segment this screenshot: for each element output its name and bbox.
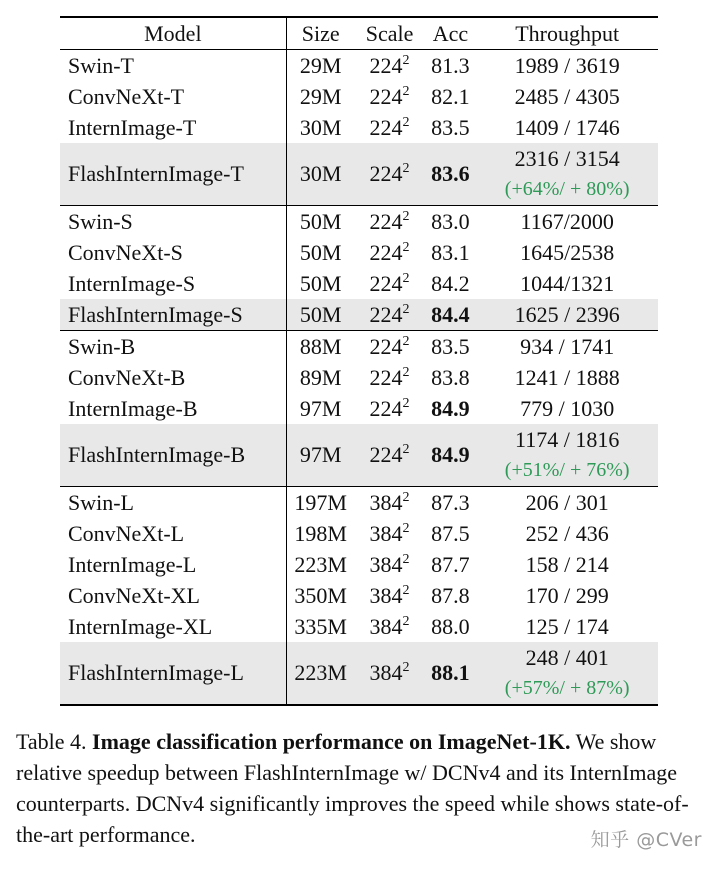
cell-size: 50M: [286, 299, 354, 331]
cell-scale: [355, 112, 425, 143]
cell-size: 223M: [286, 549, 354, 580]
speedup-gain: (+57%/ + 87%): [504, 677, 630, 699]
table-header: [60, 17, 658, 50]
table-row-highlight: [60, 299, 658, 331]
watermark: 知乎 @CVer: [590, 829, 702, 851]
cell-scale: [355, 268, 425, 299]
table-row: [60, 580, 658, 611]
scale-base: 384: [369, 490, 403, 515]
cell-size: 88M: [286, 331, 354, 363]
cell-model: ConvNeXt-B: [68, 365, 186, 390]
scale-exp: 2: [402, 490, 410, 505]
table-row-highlight: [60, 143, 658, 206]
scale-base: 224: [369, 240, 403, 265]
cell-size: 30M: [286, 112, 354, 143]
cell-acc: 83.5: [431, 334, 470, 359]
cell-model: ConvNeXt-XL: [68, 583, 200, 608]
cell-model: InternImage-L: [68, 552, 197, 577]
cell-scale: [355, 362, 425, 393]
cell-acc: 88.1: [424, 642, 476, 705]
cell-model: FlashInternImage-T: [60, 143, 286, 206]
cell-scale: [355, 299, 425, 331]
cell-throughput: 1409 / 1746: [514, 115, 620, 140]
cell-model: FlashInternImage-S: [60, 299, 286, 331]
scale-base: 384: [369, 660, 403, 685]
table-row: [60, 50, 658, 82]
cell-model: Swin-L: [68, 490, 134, 515]
cell-scale: [355, 237, 425, 268]
throughput-value: 1174 / 1816: [515, 427, 620, 452]
cell-throughput: 1645/2538: [520, 240, 615, 265]
cell-acc: 83.1: [431, 240, 470, 265]
cell-scale: [355, 393, 425, 424]
scale-exp: 2: [402, 521, 410, 536]
scale-base: 224: [369, 365, 403, 390]
scale-base: 384: [369, 614, 403, 639]
cell-acc: 84.9: [424, 424, 476, 487]
table-row: [60, 611, 658, 642]
results-table-container: [60, 16, 658, 706]
scale-exp: 2: [402, 271, 410, 286]
cell-acc: 83.0: [431, 209, 470, 234]
scale-base: 224: [369, 442, 403, 467]
cell-throughput: 1241 / 1888: [514, 365, 620, 390]
cell-throughput: 779 / 1030: [520, 396, 615, 421]
cell-scale: [355, 331, 425, 363]
cell-acc: 84.4: [424, 299, 476, 331]
scale-exp: 2: [402, 660, 410, 675]
cell-size: 223M: [286, 642, 354, 705]
cell-model: FlashInternImage-B: [60, 424, 286, 487]
table-row: [60, 518, 658, 549]
cell-scale: [355, 611, 425, 642]
caption-title: Image classification performance on ImageNet-1K.: [92, 729, 571, 754]
table-row: [60, 393, 658, 424]
cell-acc: 87.7: [431, 552, 470, 577]
cell-model: ConvNeXt-T: [68, 84, 185, 109]
cell-scale: [355, 143, 425, 206]
table-row-highlight: [60, 424, 658, 487]
table-row: [60, 362, 658, 393]
cell-throughput: 252 / 436: [525, 521, 609, 546]
cell-acc: 81.3: [431, 53, 470, 78]
cell-size: 197M: [286, 487, 354, 519]
cell-size: 350M: [286, 580, 354, 611]
cell-model: ConvNeXt-L: [68, 521, 185, 546]
cell-scale: [355, 580, 425, 611]
cell-size: 50M: [286, 237, 354, 268]
scale-base: 224: [369, 161, 403, 186]
header-model: Model: [144, 21, 202, 46]
cell-model: InternImage-XL: [68, 614, 213, 639]
scale-base: 384: [369, 583, 403, 608]
header-throughput: Throughput: [515, 21, 620, 46]
scale-exp: 2: [402, 552, 410, 567]
cell-throughput: 1044/1321: [520, 271, 615, 296]
caption-body: We show relative speedup between FlashInternImage w/ DCNv4 and its InternImage counterparts. DCNv4 significantly improves the speed while shows state-of-the-art performance.: [16, 729, 689, 847]
cell-size: 97M: [286, 393, 354, 424]
scale-exp: 2: [402, 84, 410, 99]
scale-base: 224: [369, 396, 403, 421]
scale-base: 224: [369, 53, 403, 78]
caption-label: Table 4.: [16, 729, 87, 754]
speedup-gain: (+51%/ + 76%): [504, 459, 630, 481]
scale-exp: 2: [402, 583, 410, 598]
cell-scale: [355, 81, 425, 112]
table-row: [60, 81, 658, 112]
cell-throughput: 1625 / 2396: [476, 299, 658, 331]
cell-throughput: 1989 / 3619: [514, 53, 620, 78]
cell-acc: 87.8: [431, 583, 470, 608]
cell-model: Swin-B: [68, 334, 136, 359]
scale-exp: 2: [402, 396, 410, 411]
cell-throughput: 934 / 1741: [520, 334, 615, 359]
cell-throughput: 1167/2000: [520, 209, 614, 234]
cell-acc: 82.1: [431, 84, 470, 109]
cell-scale: [355, 549, 425, 580]
scale-base: 224: [369, 115, 403, 140]
cell-size: 198M: [286, 518, 354, 549]
cell-throughput: 2485 / 4305: [514, 84, 620, 109]
cell-acc: 84.9: [431, 396, 470, 421]
cell-model: InternImage-S: [68, 271, 196, 296]
scale-exp: 2: [402, 334, 410, 349]
header-acc: Acc: [432, 21, 469, 46]
header-row: [60, 17, 658, 50]
cell-throughput: [476, 143, 658, 206]
table-row: [60, 206, 658, 238]
cell-model: ConvNeXt-S: [68, 240, 183, 265]
cell-throughput: [476, 642, 658, 705]
scale-base: 224: [369, 271, 403, 296]
header-scale: Scale: [365, 21, 414, 46]
throughput-value: 248 / 401: [525, 645, 609, 670]
cell-model: Swin-S: [68, 209, 133, 234]
header-size: Size: [286, 17, 354, 50]
cell-scale: [355, 424, 425, 487]
table-row: [60, 331, 658, 363]
cell-throughput: 158 / 214: [525, 552, 609, 577]
scale-exp: 2: [402, 302, 410, 317]
scale-exp: 2: [402, 442, 410, 457]
table-row: [60, 549, 658, 580]
scale-exp: 2: [402, 240, 410, 255]
scale-exp: 2: [402, 115, 410, 130]
cell-scale: [355, 518, 425, 549]
cell-acc: 84.2: [431, 271, 470, 296]
results-table: [60, 16, 658, 706]
cell-size: 50M: [286, 268, 354, 299]
cell-acc: 88.0: [431, 614, 470, 639]
cell-size: 97M: [286, 424, 354, 487]
scale-exp: 2: [402, 209, 410, 224]
cell-size: 29M: [286, 50, 354, 82]
throughput-value: 2316 / 3154: [514, 146, 620, 171]
cell-scale: [355, 642, 425, 705]
scale-base: 224: [369, 84, 403, 109]
cell-acc: 83.6: [424, 143, 476, 206]
scale-base: 384: [369, 552, 403, 577]
cell-acc: 87.3: [431, 490, 470, 515]
cell-scale: [355, 487, 425, 519]
cell-throughput: 170 / 299: [525, 583, 609, 608]
table-row: [60, 268, 658, 299]
cell-scale: [355, 50, 425, 82]
cell-acc: 83.8: [431, 365, 470, 390]
scale-exp: 2: [402, 614, 410, 629]
cell-model: InternImage-T: [68, 115, 197, 140]
table-row-highlight: [60, 642, 658, 705]
cell-model: FlashInternImage-L: [60, 642, 286, 705]
scale-base: 224: [369, 334, 403, 359]
table-row: [60, 237, 658, 268]
table-row: [60, 112, 658, 143]
table-row: [60, 487, 658, 519]
cell-throughput: [476, 424, 658, 487]
scale-base: 384: [369, 521, 403, 546]
cell-size: 89M: [286, 362, 354, 393]
cell-scale: [355, 206, 425, 238]
cell-size: 30M: [286, 143, 354, 206]
cell-size: 29M: [286, 81, 354, 112]
table-body: [60, 50, 658, 706]
scale-exp: 2: [402, 53, 410, 68]
scale-exp: 2: [402, 161, 410, 176]
cell-acc: 87.5: [431, 521, 470, 546]
speedup-gain: (+64%/ + 80%): [504, 178, 630, 200]
cell-throughput: 125 / 174: [525, 614, 609, 639]
scale-exp: 2: [402, 365, 410, 380]
cell-throughput: 206 / 301: [525, 490, 609, 515]
cell-acc: 83.5: [431, 115, 470, 140]
cell-model: Swin-T: [68, 53, 134, 78]
cell-size: 50M: [286, 206, 354, 238]
scale-base: 224: [369, 302, 403, 327]
scale-base: 224: [369, 209, 403, 234]
cell-model: InternImage-B: [68, 396, 198, 421]
cell-size: 335M: [286, 611, 354, 642]
